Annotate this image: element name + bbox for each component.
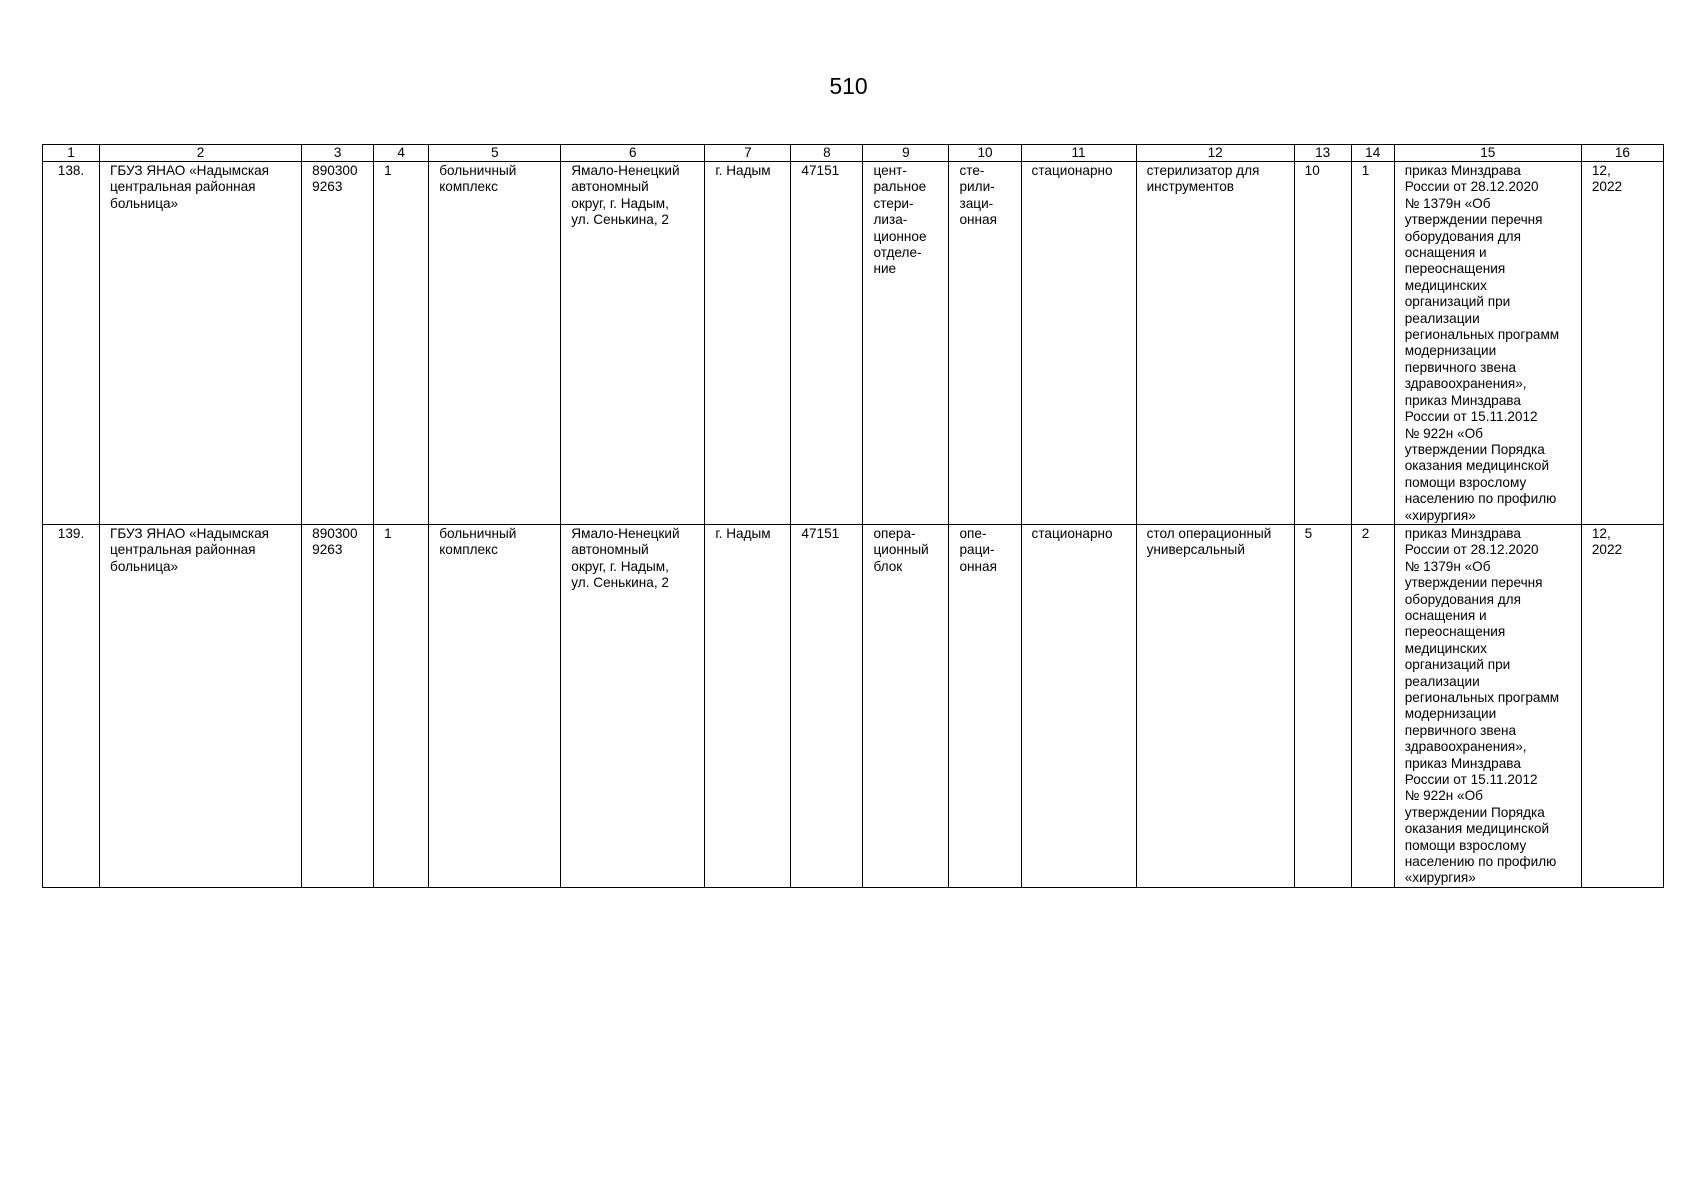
column-header: 12 <box>1136 145 1294 162</box>
column-header: 7 <box>705 145 791 162</box>
inn-code: 890300 9263 <box>302 524 374 887</box>
care-condition: стационарно <box>1021 162 1136 525</box>
cell-col-4: 1 <box>374 524 429 887</box>
legal-basis: приказ Минздрава России от 28.12.2020 № 1379н «Об утверждении перечня оборудования для оснащения и переоснащения медицинских организаций при реализации региональных программ модернизации первичного звена здравоохранения», приказ Минздрава России от 15.11.2012 № 922н «Об утверждении Порядка оказания медицинской помощи взрослому населению по профилю «хирургия» <box>1394 162 1581 525</box>
column-header: 1 <box>43 145 100 162</box>
column-header: 13 <box>1294 145 1351 162</box>
cell-col-4: 1 <box>374 162 429 525</box>
city: г. Надым <box>705 524 791 887</box>
oktmo-code: 47151 <box>791 162 863 525</box>
address: Ямало-Ненецкий автономный округ, г. Надым, ул. Сенькина, 2 <box>561 162 705 525</box>
period: 12, 2022 <box>1581 524 1663 887</box>
page-number: 510 <box>829 73 868 99</box>
department: цент- ральное стери- лиза- ционное отделе- ние <box>863 162 949 525</box>
department: опера- ционный блок <box>863 524 949 887</box>
organization-name: ГБУЗ ЯНАО «Надымская центральная районная больница» <box>100 162 302 525</box>
cell-col-14: 2 <box>1351 524 1394 887</box>
column-header: 2 <box>100 145 302 162</box>
column-header: 9 <box>863 145 949 162</box>
cell-col-14: 1 <box>1351 162 1394 525</box>
column-header: 15 <box>1394 145 1581 162</box>
column-header: 8 <box>791 145 863 162</box>
equipment-name: стерилизатор для инструментов <box>1136 162 1294 525</box>
care-condition: стационарно <box>1021 524 1136 887</box>
equipment-table <box>42 144 1664 888</box>
oktmo-code: 47151 <box>791 524 863 887</box>
facility-type: больничный комплекс <box>429 524 561 887</box>
cell-col-13: 10 <box>1294 162 1351 525</box>
column-header: 14 <box>1351 145 1394 162</box>
cell-col-13: 5 <box>1294 524 1351 887</box>
table-row <box>43 524 1664 887</box>
city: г. Надым <box>705 162 791 525</box>
room-type: опе- раци- онная <box>949 524 1021 887</box>
column-header: 6 <box>561 145 705 162</box>
column-number-row <box>43 145 1664 162</box>
column-header: 10 <box>949 145 1021 162</box>
column-header: 4 <box>374 145 429 162</box>
facility-type: больничный комплекс <box>429 162 561 525</box>
table-row <box>43 162 1664 525</box>
row-number: 138. <box>43 162 100 525</box>
organization-name: ГБУЗ ЯНАО «Надымская центральная районная больница» <box>100 524 302 887</box>
inn-code: 890300 9263 <box>302 162 374 525</box>
legal-basis: приказ Минздрава России от 28.12.2020 № 1379н «Об утверждении перечня оборудования для оснащения и переоснащения медицинских организаций при реализации региональных программ модернизации первичного звена здравоохранения», приказ Минздрава России от 15.11.2012 № 922н «Об утверждении Порядка оказания медицинской помощи взрослому населению по профилю «хирургия» <box>1394 524 1581 887</box>
row-number: 139. <box>43 524 100 887</box>
period: 12, 2022 <box>1581 162 1663 525</box>
address: Ямало-Ненецкий автономный округ, г. Надым, ул. Сенькина, 2 <box>561 524 705 887</box>
equipment-name: стол операционный универсальный <box>1136 524 1294 887</box>
column-header: 11 <box>1021 145 1136 162</box>
column-header: 3 <box>302 145 374 162</box>
column-header: 16 <box>1581 145 1663 162</box>
room-type: сте- рили- заци- онная <box>949 162 1021 525</box>
column-header: 5 <box>429 145 561 162</box>
